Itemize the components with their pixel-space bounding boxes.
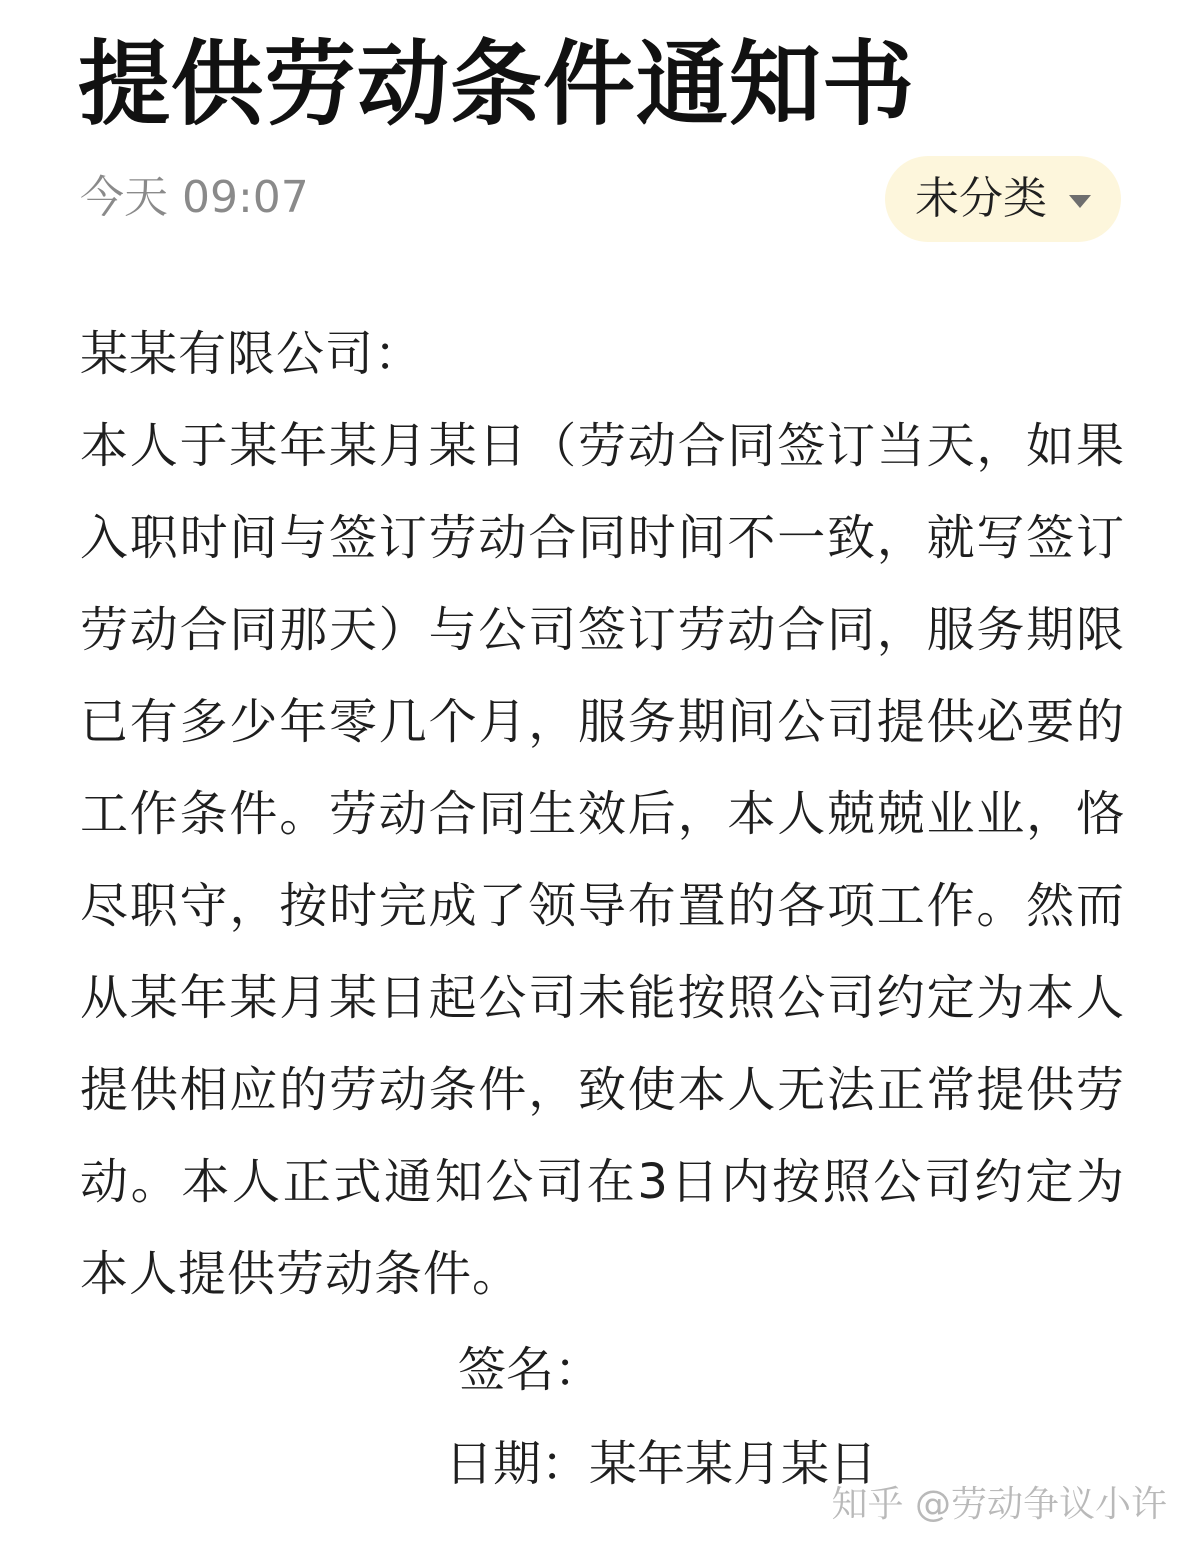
date-line: 日期：某年某月某日: [445, 1436, 878, 1492]
note-paragraph: 本人于某年某月某日（劳动合同签订当天，如果入职时间与签订劳动合同时间不一致，就写签订劳动合同那天）与公司签订劳动合同，服务期限已有多少年零几个月，服务期间公司提供必要的工作条件。劳动合同生效后，本人兢兢业业，恪尽职守，按时完成了领导布置的各项工作。然而从某年某月某日起公司未能按照公司约定为本人提供相应的劳动条件，致使本人无法正常提供劳动。本人正式通知公司在3日内按照公司约定为本人提供劳动条件。: [80, 418, 1125, 1302]
category-dropdown[interactable]: [885, 156, 1121, 242]
watermark: 知乎 @劳动争议小许: [831, 1484, 1167, 1525]
note-greeting: 某某有限公司：: [80, 326, 424, 382]
category-label: 未分类: [915, 173, 1047, 224]
signature-label: 签名：: [458, 1342, 603, 1398]
note-timestamp: 今天 09:07: [80, 172, 309, 223]
note-title: 提供劳动条件通知书: [78, 31, 916, 138]
note-body[interactable]: [80, 308, 1125, 1320]
caret-down-icon: [1069, 195, 1091, 208]
